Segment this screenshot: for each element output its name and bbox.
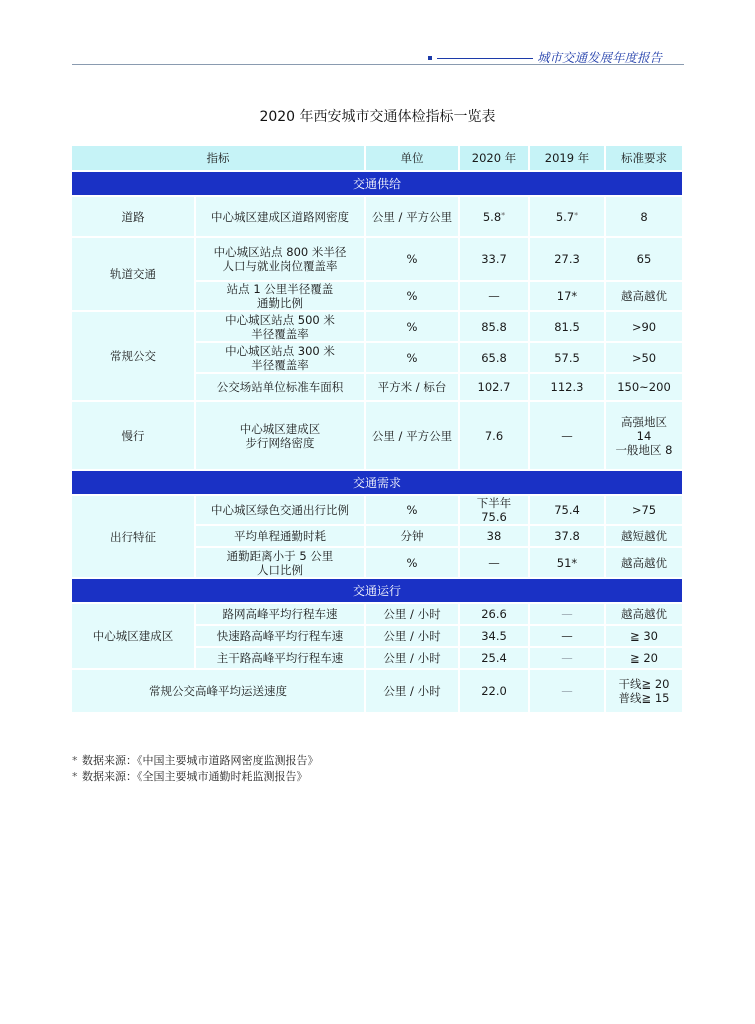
- header-bullet: [428, 56, 432, 60]
- value-2019-cell: —: [530, 670, 606, 714]
- standard-cell: ≧ 30: [606, 626, 682, 648]
- value-2020-cell: 85.8: [460, 312, 530, 343]
- category-cell: 出行特征: [72, 496, 196, 579]
- table-row: [72, 197, 682, 238]
- standard-cell: 高强地区 14 一般地区 8: [606, 402, 682, 471]
- value-2020-cell: 25.4: [460, 648, 530, 670]
- section-title: 交通需求: [72, 471, 682, 496]
- header-accent-line: [437, 58, 533, 59]
- unit-cell: 公里 / 小时: [366, 670, 460, 714]
- value-2019-cell: 51*: [530, 548, 606, 579]
- table-row: [72, 312, 682, 343]
- standard-cell: 150~200: [606, 374, 682, 402]
- indicator-cell: 快速路高峰平均行程车速: [196, 626, 366, 648]
- value-2020-cell: 7.6: [460, 402, 530, 471]
- col-header-unit: 单位: [366, 146, 460, 172]
- indicator-cell: 通勤距离小于 5 公里 人口比例: [196, 548, 366, 579]
- unit-cell: 平方米 / 标台: [366, 374, 460, 402]
- value-2020-cell: 38: [460, 526, 530, 548]
- table-row: [72, 238, 682, 282]
- section-row-supply: [72, 172, 682, 197]
- category-cell: 轨道交通: [72, 238, 196, 312]
- section-title: 交通供给: [72, 172, 682, 197]
- value-2019-cell: 112.3: [530, 374, 606, 402]
- table-header-row: [72, 146, 682, 172]
- standard-cell: 越高越优: [606, 548, 682, 579]
- value-2019-cell: 17*: [530, 282, 606, 312]
- unit-cell: %: [366, 496, 460, 526]
- footnotes: [72, 753, 319, 785]
- table-row: [72, 670, 682, 714]
- value-2020-cell: 5.8*: [460, 197, 530, 238]
- standard-cell: ≧ 20: [606, 648, 682, 670]
- indicator-cell: 中心城区站点 800 米半径 人口与就业岗位覆盖率: [196, 238, 366, 282]
- value-2019-cell: 27.3: [530, 238, 606, 282]
- standard-cell: 越短越优: [606, 526, 682, 548]
- table-row: [72, 402, 682, 471]
- indicator-cell: 中心城区建成区道路网密度: [196, 197, 366, 238]
- standard-cell: 越高越优: [606, 604, 682, 626]
- section-title: 交通运行: [72, 579, 682, 604]
- indicator-cell: 常规公交高峰平均运送速度: [72, 670, 366, 714]
- footnote: * 数据来源：《全国主要城市通勤时耗监测报告》: [72, 770, 308, 783]
- section-row-demand: [72, 471, 682, 496]
- standard-cell: >75: [606, 496, 682, 526]
- indicator-cell: 站点 1 公里半径覆盖 通勤比例: [196, 282, 366, 312]
- standard-cell: 8: [606, 197, 682, 238]
- value-2020-cell: 下半年 75.6: [460, 496, 530, 526]
- indicator-cell: 路网高峰平均行程车速: [196, 604, 366, 626]
- value-2020-cell: 33.7: [460, 238, 530, 282]
- value-2020-cell: —: [460, 548, 530, 579]
- value-2019-cell: 37.8: [530, 526, 606, 548]
- value-2020-cell: 65.8: [460, 343, 530, 374]
- indicator-table: [72, 146, 682, 714]
- unit-cell: 公里 / 小时: [366, 648, 460, 670]
- col-header-2020: 2020 年: [460, 146, 530, 172]
- indicator-cell: 中心城区站点 500 米 半径覆盖率: [196, 312, 366, 343]
- indicator-cell: 平均单程通勤时耗: [196, 526, 366, 548]
- category-cell: 中心城区建成区: [72, 604, 196, 670]
- unit-cell: 公里 / 平方公里: [366, 197, 460, 238]
- indicator-cell: 中心城区建成区 步行网络密度: [196, 402, 366, 471]
- indicator-cell: 公交场站单位标准车面积: [196, 374, 366, 402]
- indicator-cell: 中心城区绿色交通出行比例: [196, 496, 366, 526]
- standard-cell: 越高越优: [606, 282, 682, 312]
- unit-cell: %: [366, 548, 460, 579]
- running-header-title: 城市交通发展年度报告: [537, 50, 663, 65]
- standard-cell: >90: [606, 312, 682, 343]
- table-row: [72, 604, 682, 626]
- value-2019-cell: —: [530, 402, 606, 471]
- footnote: * 数据来源：《中国主要城市道路网密度监测报告》: [72, 754, 319, 767]
- unit-cell: %: [366, 238, 460, 282]
- unit-cell: 公里 / 小时: [366, 604, 460, 626]
- value-2020-cell: —: [460, 282, 530, 312]
- value-2020-cell: 102.7: [460, 374, 530, 402]
- indicator-cell: 主干路高峰平均行程车速: [196, 648, 366, 670]
- category-cell: 慢行: [72, 402, 196, 471]
- value-2019-cell: 81.5: [530, 312, 606, 343]
- unit-cell: 分钟: [366, 526, 460, 548]
- table-row: [72, 496, 682, 526]
- document-title: 2020 年西安城市交通体检指标一览表: [259, 109, 496, 125]
- col-header-standard: 标准要求: [606, 146, 682, 172]
- unit-cell: %: [366, 282, 460, 312]
- unit-cell: 公里 / 小时: [366, 626, 460, 648]
- value-2019-cell: 57.5: [530, 343, 606, 374]
- value-2019-cell: —: [530, 604, 606, 626]
- unit-cell: %: [366, 312, 460, 343]
- standard-cell: >50: [606, 343, 682, 374]
- col-header-2019: 2019 年: [530, 146, 606, 172]
- unit-cell: 公里 / 平方公里: [366, 402, 460, 471]
- value-2019-cell: 75.4: [530, 496, 606, 526]
- standard-cell: 干线≧ 20 普线≧ 15: [606, 670, 682, 714]
- value-2019-cell: —: [530, 648, 606, 670]
- standard-cell: 65: [606, 238, 682, 282]
- section-row-operation: [72, 579, 682, 604]
- value-2019-cell: —: [530, 626, 606, 648]
- category-cell: 常规公交: [72, 312, 196, 402]
- value-2020-cell: 34.5: [460, 626, 530, 648]
- value-2020-cell: 22.0: [460, 670, 530, 714]
- value-2019-cell: 5.7*: [530, 197, 606, 238]
- value-2020-cell: 26.6: [460, 604, 530, 626]
- category-cell: 道路: [72, 197, 196, 238]
- col-header-indicator: 指标: [72, 146, 366, 172]
- unit-cell: %: [366, 343, 460, 374]
- indicator-cell: 中心城区站点 300 米 半径覆盖率: [196, 343, 366, 374]
